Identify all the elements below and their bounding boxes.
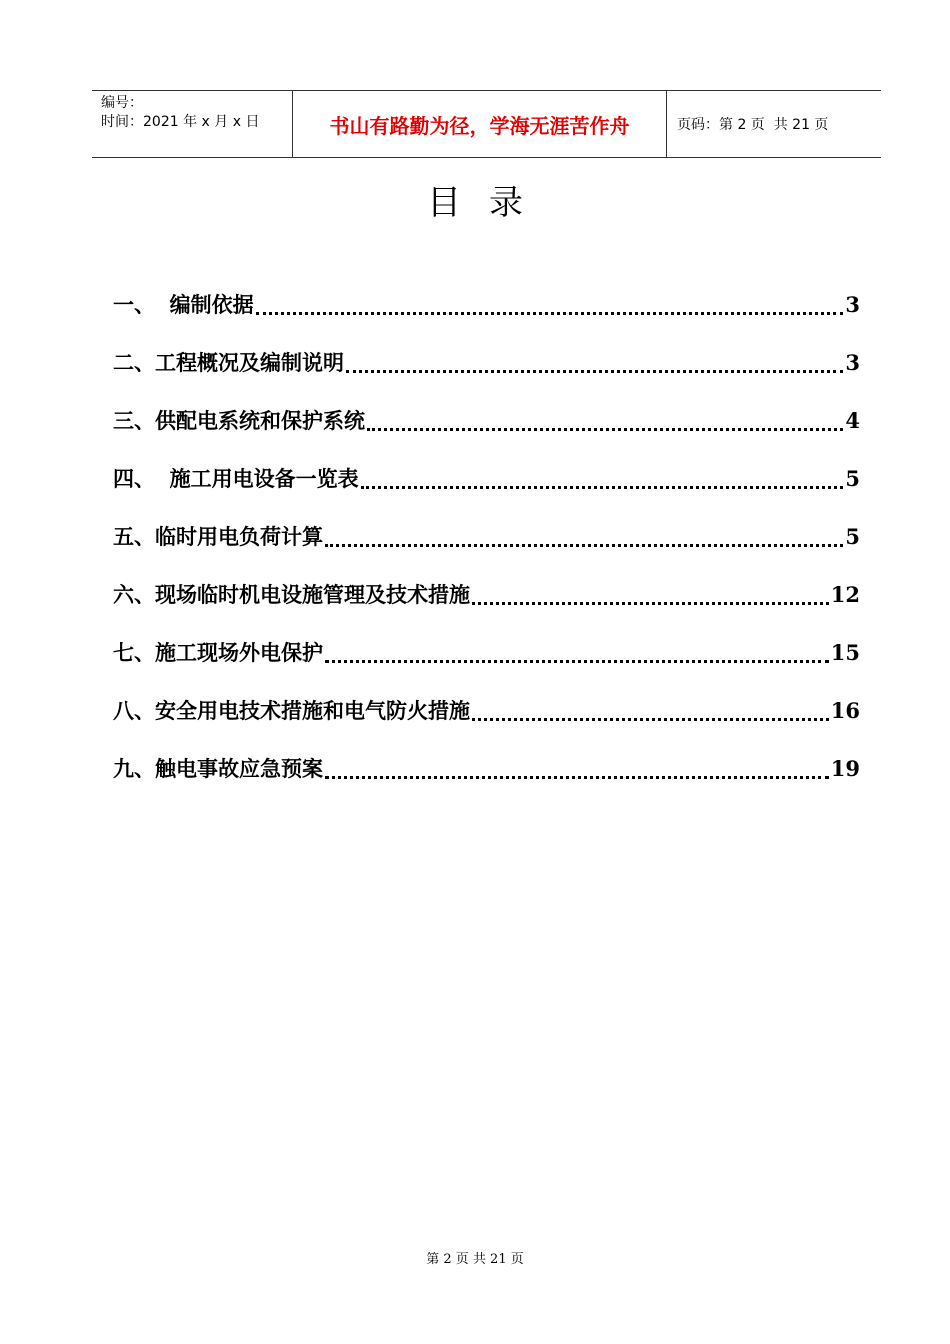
toc-entry-label: 三、供配电系统和保护系统 [113,408,365,433]
toc-dot-leader [325,776,829,779]
page-footer [0,1248,950,1267]
toc-entry[interactable] [113,671,860,729]
document-header [92,90,881,158]
toc-entry-label: 八、安全用电技术措施和电气防火措施 [113,698,470,723]
toc-entry[interactable] [113,265,860,323]
toc-entry-label: 一、 编制依据 [113,292,254,317]
header-page-cell [667,91,881,157]
toc-entry[interactable] [113,555,860,613]
toc-entry-page: 19 [830,756,860,781]
footer-page-number: 第 2 页 共 21 页 [426,1252,524,1267]
header-page-number: 页码：第 2 页 共 21 页 [677,117,829,133]
header-left-cell [92,91,293,157]
toc-entry-page: 3 [845,350,860,375]
toc-dot-leader [472,602,829,605]
serial-number-label: 编号： [101,95,143,111]
toc-entry-label: 七、施工现场外电保护 [113,640,323,665]
toc-entry-page: 5 [845,466,860,491]
toc-dot-leader [361,486,844,489]
toc-entry-page: 3 [845,292,860,317]
page-title: 目录 [427,183,551,223]
toc-dot-leader [256,312,844,315]
toc-entry-label: 六、现场临时机电设施管理及技术措施 [113,582,470,607]
toc-entry-page: 12 [830,582,860,607]
toc-entry[interactable] [113,439,860,497]
toc-entry[interactable] [113,381,860,439]
toc-entry[interactable] [113,323,860,381]
header-motto: 书山有路勤为径，学海无涯苦作舟 [329,113,630,138]
toc-dot-leader [325,544,843,547]
toc-entry[interactable] [113,613,860,671]
toc-entry-page: 5 [845,524,860,549]
header-motto-cell [293,91,667,157]
toc-entry-label: 九、触电事故应急预案 [113,756,323,781]
toc-dot-leader [346,370,843,373]
toc-entry-page: 16 [830,698,860,723]
time-label: 时间：2021 年 x 月 x 日 [101,114,260,130]
toc-dot-leader [472,718,829,721]
toc-entry-label: 四、 施工用电设备一览表 [113,466,359,491]
toc-entry[interactable] [113,497,860,555]
toc-dot-leader [325,660,829,663]
toc-dot-leader [367,428,843,431]
toc-entry-page: 4 [845,408,860,433]
toc-entry-label: 五、临时用电负荷计算 [113,524,323,549]
toc-entry[interactable] [113,729,860,787]
toc-entry-label: 二、工程概况及编制说明 [113,350,344,375]
table-of-contents [113,265,860,787]
toc-entry-page: 15 [830,640,860,665]
